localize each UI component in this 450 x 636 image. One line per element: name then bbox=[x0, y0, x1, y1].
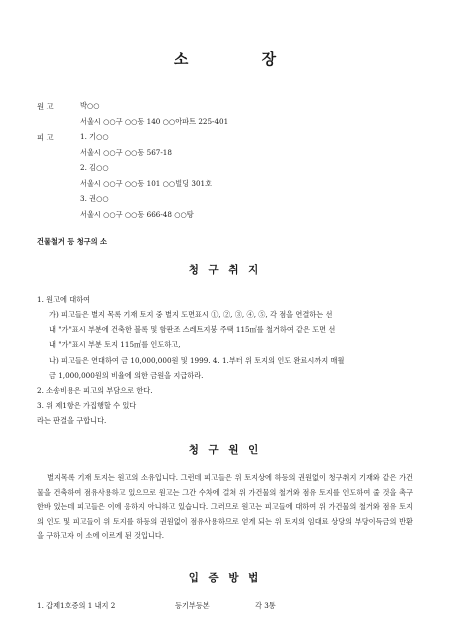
claims-line: 내 "가"표시 부분에 건축한 블록 및 함판조 스레트지붕 주택 115㎡를 철거하여 같은 도면 선 bbox=[49, 325, 336, 334]
defendant-name: 3. 권○○ bbox=[80, 194, 109, 203]
defendant-name: 2. 김○○ bbox=[80, 163, 109, 172]
claims-line: 내 "가"표시 부분 토지 115㎡를 인도하고, bbox=[49, 340, 181, 349]
claims-line: 3. 위 제1항은 가집행할 수 있다 bbox=[37, 401, 137, 410]
case-name: 건물철거 등 청구의 소 bbox=[37, 237, 107, 246]
claims-line: 금 1,000,000원의 비율에 의한 금원을 지급하라. bbox=[49, 371, 204, 380]
grounds-paragraph: 별지목록 기재 토지는 원고의 소유입니다. 그런데 피고들은 위 토지상에 하등의 권원없이 청구취지 기재와 같은 가건물을 건축하여 점유사용하고 있으므로 원고는 그간 수차에 걸쳐 위 가건물의 철거와 점유 토지를 인도하여 줄 것을 촉구한바 있는데 피고들은 이에 응하지 아니하고 있습니다. 그러므로 원고는 피고들에 대하여 위 가건물의 철거와 점유 토지의 인도 및 피고들이 위 토지를 하등의 권원없이 점유사용하므로 얻게 되는 위 토지의 임대료 상당의 부당이득금의 반환을 구하고자 이 소에 이르게 된 것입니다. bbox=[37, 473, 413, 541]
plaintiff-label: 원 고 bbox=[37, 102, 54, 111]
claims-line: 라는 판결을 구합니다. bbox=[37, 416, 107, 425]
plaintiff-name: 박○○ bbox=[80, 101, 100, 110]
plaintiff-address: 서울시 ○○구 ○○동 140 ○○아파트 225-401 bbox=[80, 117, 229, 126]
defendant-label: 피 고 bbox=[37, 133, 54, 142]
grounds-heading: 청 구 원 인 bbox=[188, 444, 262, 456]
evidence-count: 각 3통 bbox=[255, 601, 276, 610]
defendant-address: 서울시 ○○구 ○○동 567-18 bbox=[80, 148, 172, 157]
claims-line: 나) 피고들은 연대하여 금 10,000,000원 및 1999. 4. 1.부터 위 토지의 인도 완료시까지 매월 bbox=[49, 356, 345, 365]
claims-line: 가) 피고들은 별지 목록 기재 토지 중 별지 도면표시 ①, ②, ③, ④, ⑤, 각 점을 연결하는 선 bbox=[49, 310, 333, 319]
defendant-address: 서울시 ○○구 ○○동 101 ○○빌딩 301호 bbox=[80, 179, 213, 188]
claims-heading: 청 구 취 지 bbox=[188, 264, 262, 276]
evidence-item: 1. 갑제1호증의 1 내지 2 bbox=[37, 601, 116, 610]
claims-line: 1. 원고에 대하여 bbox=[37, 295, 91, 304]
evidence-type: 등기부등본 bbox=[175, 601, 210, 610]
document-title: 소 장 bbox=[173, 50, 311, 68]
claims-line: 2. 소송비용은 피고의 부담으로 한다. bbox=[37, 386, 153, 395]
defendant-name: 1. 기○○ bbox=[80, 132, 109, 141]
defendant-address: 서울시 ○○구 ○○동 666-48 ○○탕 bbox=[80, 210, 194, 219]
evidence-heading: 입 증 방 법 bbox=[188, 572, 262, 584]
